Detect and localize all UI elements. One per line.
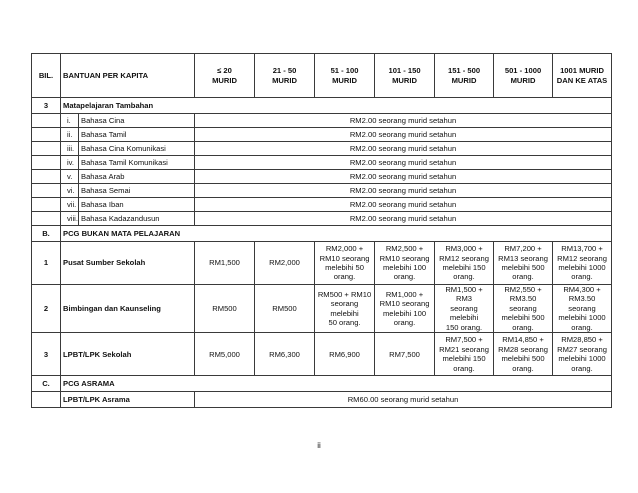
- header-col-3: 51 - 100 MURID: [315, 54, 375, 98]
- item-rate: RM2.00 seorang murid setahun: [195, 184, 612, 198]
- rate-cell: RM7,500: [375, 333, 435, 376]
- rate-cell: RM2,500 + RM10 seorang melebihi 100 orang.: [375, 242, 435, 285]
- item-number: vi.: [61, 184, 79, 198]
- item-number: viii.: [61, 212, 79, 226]
- header-col-4: 101 - 150 MURID: [375, 54, 435, 98]
- item-rate: RM2.00 seorang murid setahun: [195, 198, 612, 212]
- table-row: [32, 198, 612, 212]
- item-name: Bahasa Cina: [79, 114, 195, 128]
- rate-cell: RM14,850 + RM28 seorang melebihi 500 orang.: [494, 333, 553, 376]
- rate-cell: RM13,700 + RM12 seorang melebihi 1000 orang.: [553, 242, 612, 285]
- header-col-2: 21 - 50 MURID: [255, 54, 315, 98]
- table-row: [32, 242, 612, 285]
- rate-cell: RM60.00 seorang murid setahun: [195, 392, 612, 408]
- section-number: 3: [32, 98, 61, 114]
- row-number: 2: [32, 285, 61, 333]
- rate-cell: RM2,000: [255, 242, 315, 285]
- table-row: [32, 128, 612, 142]
- section-title: Matapelajaran Tambahan: [61, 98, 612, 114]
- rate-cell: RM7,200 + RM13 seorang melebihi 500 orang.: [494, 242, 553, 285]
- header-col-1: ≤ 20 MURID: [195, 54, 255, 98]
- table-row: [32, 392, 612, 408]
- rate-cell: RM500: [195, 285, 255, 333]
- rate-cell: RM3,000 + RM12 seorang melebihi 150 orang.: [435, 242, 494, 285]
- table-row: [32, 114, 612, 128]
- item-number: vii.: [61, 198, 79, 212]
- item-rate: RM2.00 seorang murid setahun: [195, 170, 612, 184]
- section-row: [32, 226, 612, 242]
- rate-cell: RM28,850 + RM27 seorang melebihi 1000 orang.: [553, 333, 612, 376]
- row-number: 1: [32, 242, 61, 285]
- item-name: Bahasa Cina Komunikasi: [79, 142, 195, 156]
- item-rate: RM2.00 seorang murid setahun: [195, 128, 612, 142]
- rate-cell: RM500 + RM10 seorang melebihi 50 orang.: [315, 285, 375, 333]
- section-title: PCG BUKAN MATA PELAJARAN: [61, 226, 612, 242]
- row-name: LPBT/LPK Asrama: [61, 392, 195, 408]
- section-row: [32, 98, 612, 114]
- section-title: PCG ASRAMA: [61, 376, 612, 392]
- rate-cell: RM2,550 + RM3.50 seorang melebihi 500 orang.: [494, 285, 553, 333]
- item-number: iii.: [61, 142, 79, 156]
- table-header-row: [32, 54, 612, 98]
- header-col-6: 501 - 1000 MURID: [494, 54, 553, 98]
- rate-cell: RM6,300: [255, 333, 315, 376]
- row-name: Bimbingan dan Kaunseling: [61, 285, 195, 333]
- table-row: [32, 184, 612, 198]
- row-name: LPBT/LPK Sekolah: [61, 333, 195, 376]
- item-name: Bahasa Arab: [79, 170, 195, 184]
- page-number: ii: [317, 441, 321, 450]
- table-row: [32, 212, 612, 226]
- section-number: C.: [32, 376, 61, 392]
- item-rate: RM2.00 seorang murid setahun: [195, 212, 612, 226]
- table-row: [32, 156, 612, 170]
- rate-cell: RM2,000 + RM10 seorang melebihi 50 orang.: [315, 242, 375, 285]
- rate-cell: RM7,500 + RM21 seorang melebihi 150 orang.: [435, 333, 494, 376]
- item-number: ii.: [61, 128, 79, 142]
- rate-cell: RM1,000 + RM10 seorang melebihi 100 orang.: [375, 285, 435, 333]
- section-number: B.: [32, 226, 61, 242]
- item-name: Bahasa Iban: [79, 198, 195, 212]
- header-bantuan: BANTUAN PER KAPITA: [61, 54, 195, 98]
- header-bil: BIL.: [32, 54, 61, 98]
- item-name: Bahasa Kadazandusun: [79, 212, 195, 226]
- item-number: i.: [61, 114, 79, 128]
- item-name: Bahasa Semai: [79, 184, 195, 198]
- item-number: v.: [61, 170, 79, 184]
- rate-cell: RM1,500 + RM3 seorang melebihi 150 orang.: [435, 285, 494, 333]
- table-row: [32, 142, 612, 156]
- table-row: [32, 333, 612, 376]
- rate-cell: RM500: [255, 285, 315, 333]
- rate-cell: RM5,000: [195, 333, 255, 376]
- header-col-5: 151 - 500 MURID: [435, 54, 494, 98]
- row-number: 3: [32, 333, 61, 376]
- section-row: [32, 376, 612, 392]
- header-col-7: 1001 MURID DAN KE ATAS: [553, 54, 612, 98]
- item-rate: RM2.00 seorang murid setahun: [195, 114, 612, 128]
- item-number: iv.: [61, 156, 79, 170]
- rate-cell: RM4,300 + RM3.50 seorang melebihi 1000 orang.: [553, 285, 612, 333]
- item-name: Bahasa Tamil Komunikasi: [79, 156, 195, 170]
- item-rate: RM2.00 seorang murid setahun: [195, 142, 612, 156]
- table-row: [32, 170, 612, 184]
- capitation-table: [31, 53, 612, 408]
- table-row: [32, 285, 612, 333]
- item-name: Bahasa Tamil: [79, 128, 195, 142]
- row-name: Pusat Sumber Sekolah: [61, 242, 195, 285]
- rate-cell: RM1,500: [195, 242, 255, 285]
- item-rate: RM2.00 seorang murid setahun: [195, 156, 612, 170]
- rate-cell: RM6,900: [315, 333, 375, 376]
